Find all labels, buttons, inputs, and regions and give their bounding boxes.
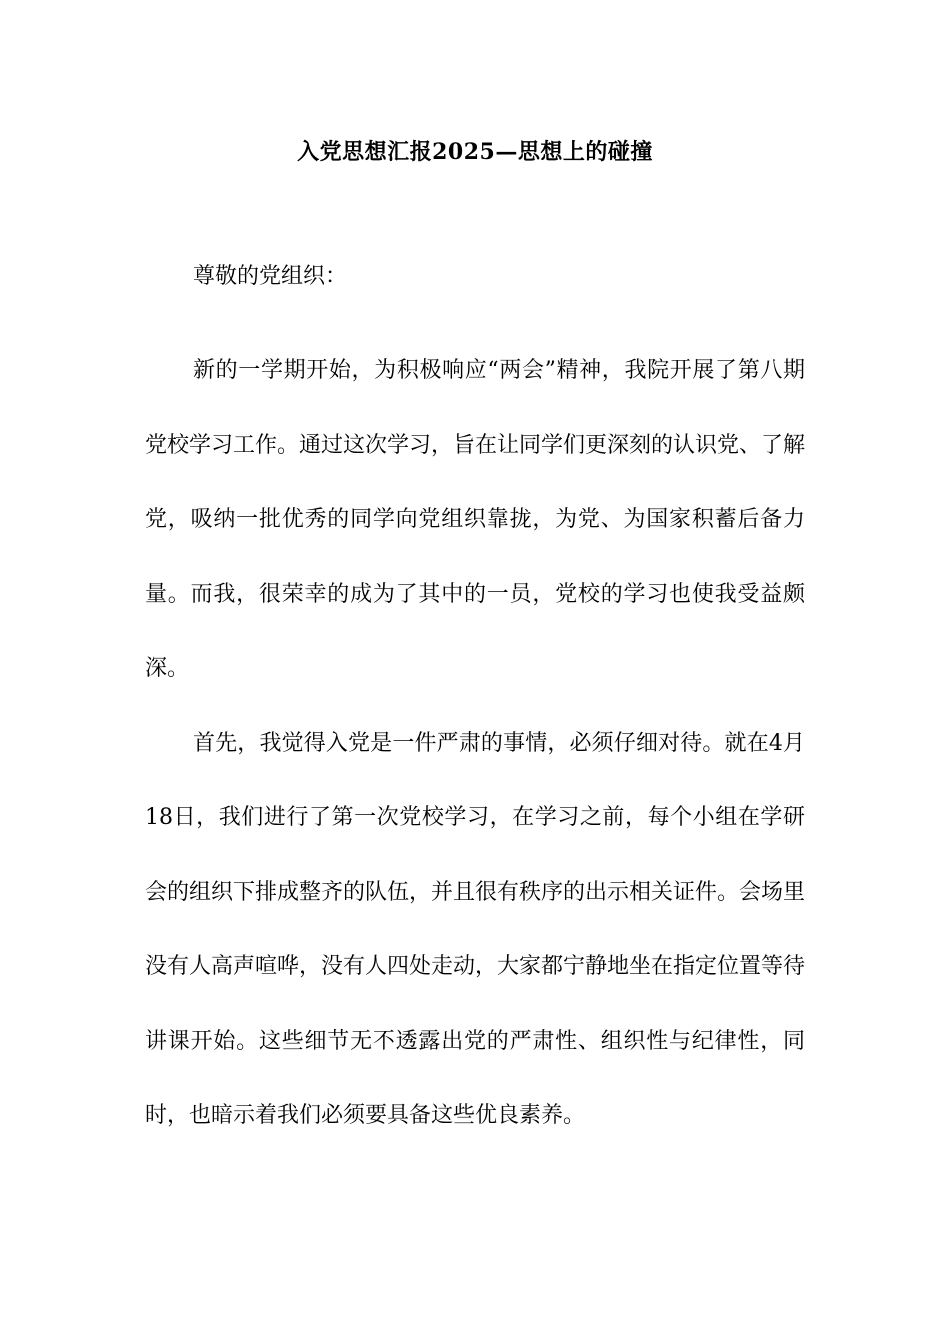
salutation: 尊敬的党组织： xyxy=(193,264,348,289)
paragraph-1: 新的一学期开始，为积极响应“两会”精神，我院开展了第八期党校学习工作。通过这次学习，旨在让同学们更深刻的认识党、了解党，吸纳一批优秀的同学向党组织靠拢，为党、为国家积蓄后备力量。而我，很荣幸的成为了其中的一员，党校的学习也使我受益颇深。 xyxy=(145,358,806,681)
paragraph-2: 首先，我觉得入党是一件严肃的事情，必须仔细对待。就在4月18日，我们进行了第一次党校学习，在学习之前，每个小组在学研会的组织下排成整齐的队伍，并且很有秩序的出示相关证件。会场里没有人高声喧哗，没有人四处走动，大家都宁静地坐在指定位置等待讲课开始。这些细节无不透露出党的严肃性、组织性与纪律性，同时，也暗示着我们必须要具备这些优良素养。 xyxy=(145,730,806,1128)
document-body xyxy=(145,260,805,1154)
document-title: 入党思想汇报2025—思想上的碰撞 xyxy=(297,139,653,165)
